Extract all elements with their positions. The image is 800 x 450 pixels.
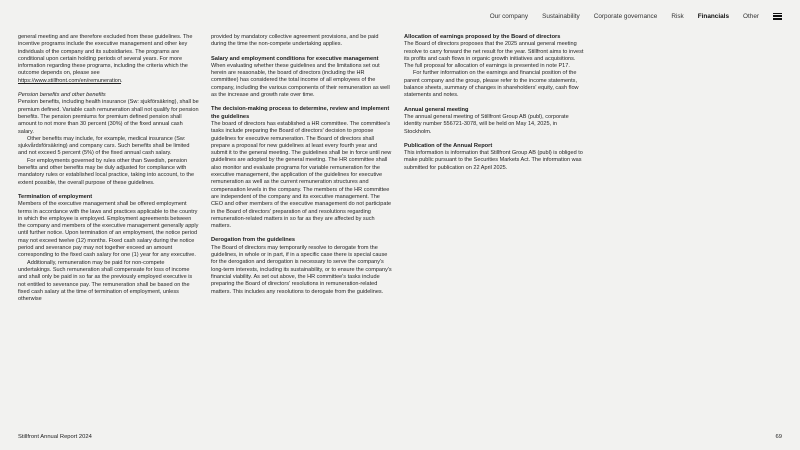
heading-annual-general-meeting: Annual general meeting — [404, 106, 469, 113]
remuneration-link[interactable]: https://www.stillfront.com/en/remuneration — [18, 77, 121, 84]
page-content — [18, 34, 788, 429]
heading-decision-process: The decision-making process to determine, review and implement the guidelines — [211, 106, 390, 120]
nav-item-other[interactable]: Other — [743, 12, 759, 20]
paragraph-pension-1: Pension benefits, including health insurance (Sw: sjukförsäkring), shall be premium defined. Variable cash remuneration shall not qualify for pension benefits. The pension premiums for premium defined pension shall amount to not more than 30 percent (30%) of the fixed annual cash salary. — [18, 99, 199, 135]
heading-salary-conditions: Salary and employment conditions for executive management — [211, 55, 379, 62]
footer-report-title: Stillfront Annual Report 2024 — [18, 434, 92, 440]
nav-item-risk[interactable]: Risk — [671, 12, 684, 20]
page-footer — [18, 434, 782, 440]
paragraph-pension-3: For employments governed by rules other than Swedish, pension benefits and other benefits may be duly adjusted for compliance with mandatory rules or established local practice, taking into account, to the extent possible, the overall purpose of these guidelines. — [18, 157, 195, 186]
paragraph-annual-general-meeting: The annual general meeting of Stillfront Group AB (publ), corporate identity number 556721-3078, will be held on May 14, 2025, in Stockholm. — [404, 113, 569, 135]
paragraph-publication: This information is information that Stillfront Group AB (publ) is obliged to make public pursuant to the Securities Markets Act. The information was submitted for publication on 22 April 2025. — [404, 150, 583, 171]
paragraph-non-compete-continued: provided by mandatory collective agreement provisions, and be paid during the time the non-compete undertaking applies. — [211, 34, 379, 48]
paragraph-allocation-1: The Board of directors proposes that the 2025 annual general meeting resolve to carry forward the net result for the year. Stillfront aims to invest its profits and cash flows in organic growth initiatives and acquisitions. The full proposal for allocation of earnings is presented in note P17. — [404, 41, 584, 70]
paragraph-derogation: The Board of directors may temporarily resolve to derogate from the guidelines, in whole or in part, if in a specific case there is special cause for the derogation and derogation is necessary to serve the company's long-term interests, including its sustainability, or to ensure the company's financial viability. As set out above, the HR committee's tasks include preparing the Board of directors' resolutions in remuneration-related matters. This includes any resolutions to derogate from the guidelines. — [211, 244, 392, 295]
paragraph-salary-conditions: When evaluating whether these guidelines and the limitations set out herein are reasonable, the board of directors (including the HR committee) has considered the total income of all employees of the company, including the various components of their remuneration as well as the increase and growth rate over time. — [211, 62, 390, 99]
paragraph-termination-2: Additionally, remuneration may be paid for non-compete undertakings. Such remuneration shall compensate for loss of income and shall only be paid in so far as the previously employed executive is not entitled to severance pay. The remuneration shall be based on the fixed cash salary at the time of termination of employment, unless otherwise — [18, 259, 193, 303]
heading-derogation: Derogation from the guidelines — [211, 237, 296, 244]
top-navigation — [0, 0, 800, 32]
nav-item-sustainability[interactable]: Sustainability — [542, 12, 580, 20]
nav-item-corporate-governance[interactable]: Corporate governance — [593, 12, 658, 20]
hamburger-menu-icon[interactable] — [773, 13, 782, 20]
heading-allocation-of-earnings: Allocation of earnings proposed by the Board of directors — [404, 34, 561, 40]
heading-pension-benefits: Pension benefits and other benefits — [18, 92, 106, 99]
paragraph-allocation-2: For further information on the earnings and financial position of the parent company and the group, please refer to the income statements, balance sheets, summary of changes in shareholders' equity, cash flow statements and notes. — [404, 70, 579, 99]
paragraph-decision-process: The board of directors has established a HR committee. The committee's tasks include preparing the Board of directors' decision to propose guidelines for executive remuneration. The Board of directors shall prepare a proposal for new guidelines at least every fourth year and submit it to the general meeting. The guidelines shall be in force until new guidelines are adopted by the general meeting. The HR committee shall also monitor and evaluate programs for variable remuneration for the executive management, the application of the guidelines for executive remuneration as well as the current remuneration structures and compensation levels in the company. The members of the HR committee are independent of the company and its executive management. The CEO and other members of the executive management do not participate in the Board of directors' preparation of and resolutions regarding remuneration-related matters in so far as they are affected by such matters. — [211, 120, 392, 230]
nav-item-our-company[interactable]: Our company — [489, 12, 529, 20]
paragraph-termination-1: Members of the executive management shall be offered employment terms in accordance with the laws and practices applicable to the country in which the employee is employed. Employment agreements between the company and members of the executive management generally apply until further notice. Upon termination of an employment, the notice period may not exceed twelve (12) months. Fixed cash salary during the notice period and severance pay may not together exceed an amount corresponding to the fixed cash salary for one (1) year for any executive. — [18, 201, 199, 259]
column-2 — [211, 34, 392, 296]
nav-item-financials[interactable]: Financials — [697, 12, 730, 20]
page-number: 69 — [775, 434, 782, 440]
column-1 — [18, 34, 199, 303]
paragraph-pension-2: Other benefits may include, for example, medical insurance (Sw: sjukvårdsförsäkring) and company cars. Such benefits shall be limited and not exceed 5 percent (5%) of the fixed annual cash salary. — [18, 135, 190, 157]
heading-termination: Termination of employment — [18, 193, 93, 200]
column-3 — [404, 34, 585, 172]
heading-publication: Publication of the Annual Report — [404, 142, 493, 149]
paragraph-incentive-programs: general meeting and are therefore excluded from these guidelines. The incentive programs include the executive management and other key individuals of the company and its subsidiaries. The programs are conditional upon certain holding periods of several years. For more information regarding these programs, including the criteria which the outcome depends on, please see https://www.stillfront.com/en/remuneration. — [18, 34, 193, 84]
